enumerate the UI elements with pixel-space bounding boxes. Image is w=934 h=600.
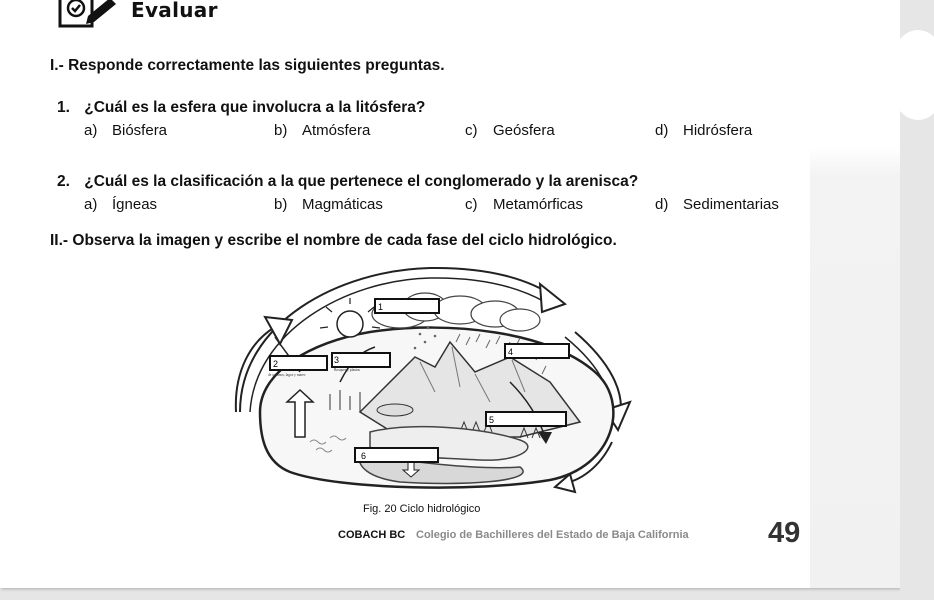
blank-label-box-1 (375, 299, 439, 313)
option-1d: d) Hidrósfera (655, 122, 753, 139)
blank-label-box-5 (486, 412, 566, 426)
svg-text:1: 1 (378, 302, 384, 312)
option-2c: c) Metamórficas (465, 196, 584, 213)
section-title: Evaluar (131, 0, 218, 22)
section-2-title: II.- Observa la imagen y escribe el nombre de cada fase del ciclo hidrológico. (50, 232, 617, 249)
option-1b: b) Atmósfera (274, 122, 371, 139)
page-number: 49 (768, 517, 801, 549)
question-2 (57, 173, 638, 191)
water-cycle-diagram (220, 262, 640, 494)
small-label-oceans: de océanos, lagos y mares (268, 373, 306, 377)
arrow-head-top-right (540, 284, 565, 312)
option-2d: d) Sedimentarias (655, 196, 779, 213)
footer-brand: COBACH BC (338, 529, 406, 541)
question-text: ¿Cuál es la esfera que involucra a la litósfera? (84, 99, 426, 116)
question-number: 1. (57, 99, 70, 116)
section-1-title: I.- Responde correctamente las siguientes preguntas. (50, 57, 445, 74)
page-side-gradient (810, 0, 900, 588)
question-number: 2. (57, 173, 70, 190)
option-1a: a) Biósfera (84, 122, 168, 139)
question-1 (57, 99, 425, 117)
blank-label-box-4 (505, 344, 569, 358)
option-2a: a) Ígneas (84, 196, 158, 213)
blank-label-box-3 (332, 353, 390, 367)
svg-text:6: 6 (361, 451, 367, 461)
svg-text:2: 2 (273, 359, 279, 369)
option-1c: c) Geósfera (465, 122, 555, 139)
checklist-pencil-icon (58, 0, 124, 30)
footer-org: Colegio de Bachilleres del Estado de Baja California (416, 529, 689, 541)
svg-text:4: 4 (508, 347, 514, 357)
blank-label-box-6 (355, 448, 438, 462)
svg-text:5: 5 (489, 415, 495, 425)
svg-text:3: 3 (334, 355, 340, 365)
question-text: ¿Cuál es la clasificación a la que pertenece el conglomerado y la arenisca? (84, 173, 639, 190)
figure-caption: Fig. 20 Ciclo hidrológico (363, 503, 481, 515)
blank-label-box-2 (270, 356, 327, 370)
option-2b: b) Magmáticas (274, 196, 383, 213)
small-label-forests: Bosques y plantas (334, 368, 360, 372)
